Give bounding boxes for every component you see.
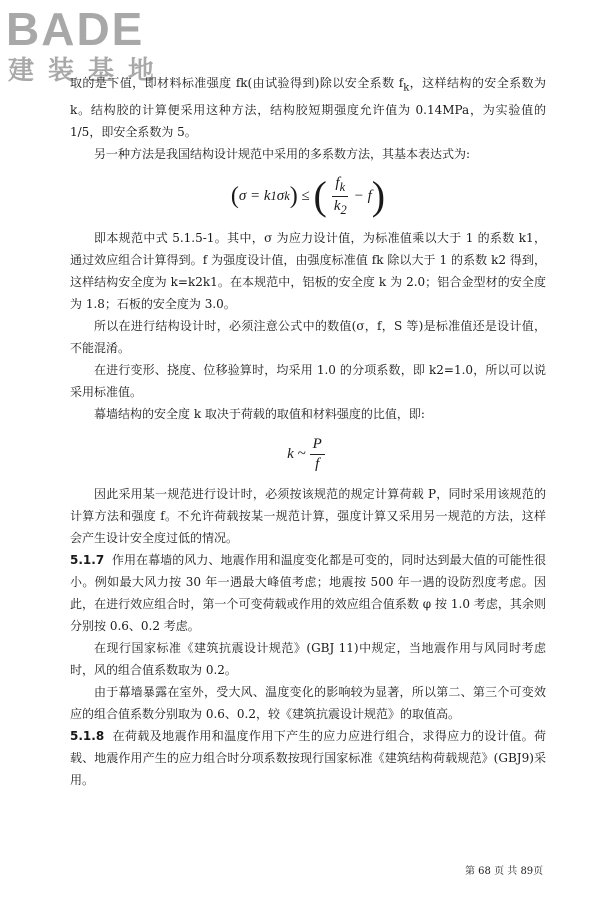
paragraph-4: 所以在进行结构设计时，必须注意公式中的数值(σ，f，S 等)是标准值还是设计值，不能混淆。 <box>70 319 546 356</box>
paragraph-8: 在现行国家标准《建筑抗震设计规范》(GBJ 11)中规定，当地震作用与风同时考虑时，风的组合值系数取为 0.2。 <box>70 641 546 678</box>
section-5-1-7-number: 5.1.7 <box>70 553 105 568</box>
paragraph-7: 因此采用某一规范进行设计时，必须按该规范的规定计算荷载 P，同时采用该规范的计算方法和强度 f。不允许荷载按某一规范计算，强度计算又采用另一规范的方法，这样会产生设计安全度过低的情况。 <box>70 487 546 546</box>
formula-leq: ≤ <box>301 187 310 204</box>
section-5-1-7-text: 作用在幕墙的风力、地震作用和温度变化都是可变的，同时达到最大值的可能性很小。例如最大风力按 30 年一遇最大峰值考虑；地震按 500 年一遇的设防烈度考虑。因此，在进行效应组合时，第一个可变荷载或作用的效应组合值系数 φ 按 1.0 考虑，其余则分别按 0.6、0.2 考虑。 <box>70 553 546 634</box>
paragraph-2: 另一种方法是我国结构设计规范中采用的多系数方法，其基本表达式为: <box>94 147 471 162</box>
formula2-fraction <box>310 436 325 473</box>
formula-sub1: 1 <box>270 188 277 203</box>
formula-fraction <box>331 175 350 218</box>
section-5-1-8-number: 5.1.8 <box>70 729 105 744</box>
logo-subtitle: 建装基地 <box>8 56 169 86</box>
logo-brand: BADE <box>6 3 145 55</box>
paragraph-9: 由于幕墙暴露在室外，受大风、温度变化的影响较为显著，所以第二、第三个可变效应的组合值系数分别取为 0.6、0.2，较《建筑抗震设计规范》的取值高。 <box>70 685 546 722</box>
section-5-1-7 <box>70 549 546 637</box>
formula-sigma: σ <box>276 187 285 204</box>
section-5-1-8-text: 在荷载及地震作用和温度作用下产生的应力应进行组合，求得应力的设计值。荷载、地震作用产生的应力组合时分项系数按现行国家标准《建筑结构荷载规范》(GBJ9)采用。 <box>70 729 546 788</box>
formula-k2: k <box>333 197 341 214</box>
formula2-num: P <box>310 436 325 455</box>
document-body <box>70 72 546 791</box>
paragraph-6: 幕墙结构的安全度 k 取决于荷载的取值和材料强度的比值，即: <box>94 407 425 422</box>
paragraph-3: 即本规范中式 5.1.5-1。其中，σ 为应力设计值，为标准值乘以大于 1 的系数 k1，通过效应组合计算得到。f 为强度设计值，由强度标准值 fk 除以大于 1 的系数 k2 得到，这样结构安全度为 k=k2k1。在本规范中，铝板的安全度 k 为 2.0；铝合金型材的安全度为 1.8；石板的安全度为 3.0。 <box>70 231 546 312</box>
formula2-den: f <box>315 455 320 472</box>
paragraph-1-text: 取的是下值，即材料标准强度 fk(由试验得到)除以安全系数 f <box>70 76 404 90</box>
formula-safety: ( σ = k 1 σ k ) ≤ ( $\frac{f_k}{k_2}$ − f ) <box>230 173 386 219</box>
formula-left: σ = k <box>238 187 271 204</box>
paragraph-5: 在进行变形、挠度、位移验算时，均采用 1.0 的分项系数，即 k2=1.0，所以可以说采用标准值。 <box>70 363 546 400</box>
paragraph-1 <box>70 72 546 143</box>
formula-minus: − f <box>353 187 372 204</box>
section-5-1-8 <box>70 725 546 791</box>
paragraph-1-tail: ，这样结构的安全系数为 k。结构胶的计算便采用这种方法，结构胶短期强度允许值为 0.14MPa，为实验值的 1/5，即安全系数为 5。 <box>70 76 546 140</box>
formula-ratio <box>70 425 546 483</box>
formula2-k: k ~ <box>287 445 306 462</box>
formula-fk-sub: k <box>339 179 346 194</box>
formula-k2-sub: 2 <box>340 202 347 217</box>
formula-fk: f <box>335 174 340 191</box>
paragraph-1-sub: k <box>403 82 410 94</box>
page-number: 第 68 页 共 89页 <box>465 866 544 877</box>
formula-subk: k <box>284 188 290 203</box>
